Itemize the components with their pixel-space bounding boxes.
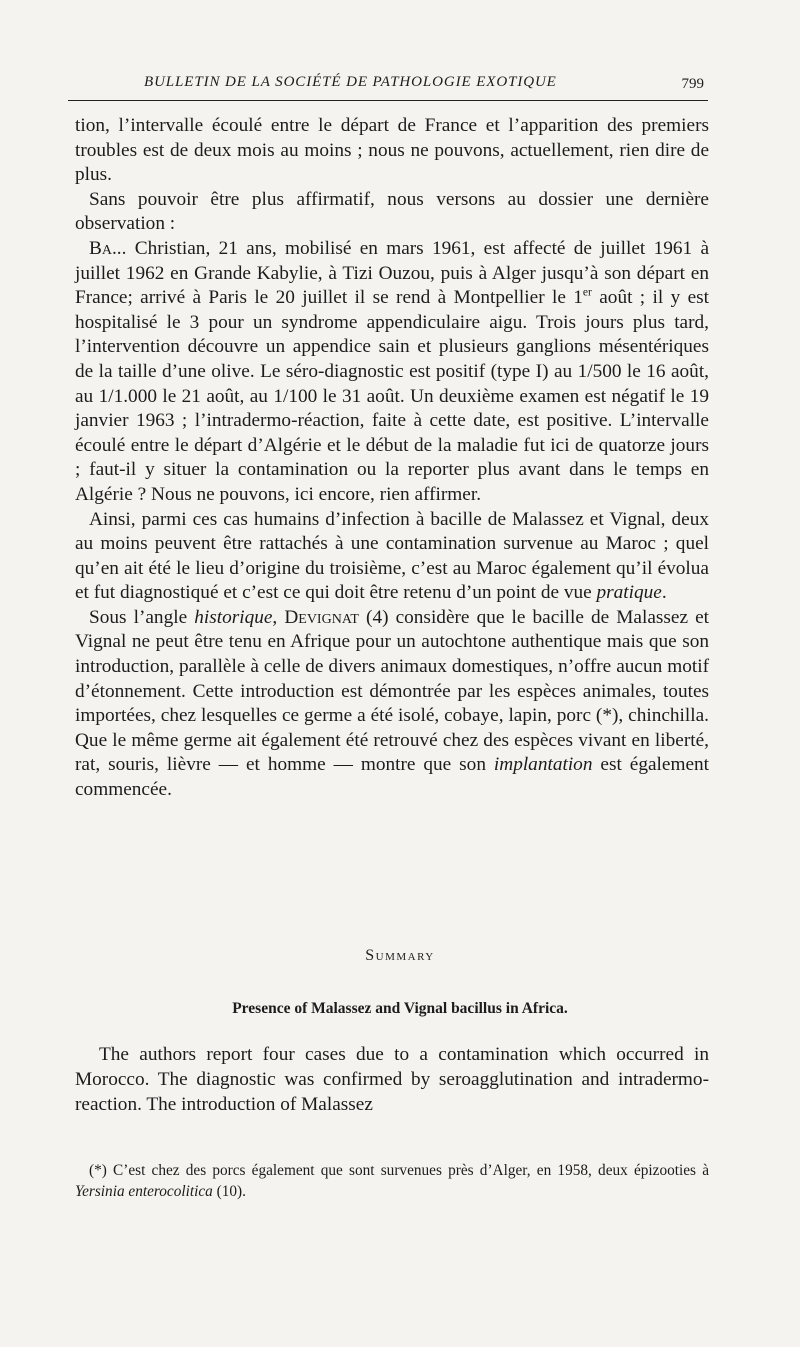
observation-text-part-a: ... Christian, 21 ans, mobilisé en mars 1961, est affecté de juillet 1961 à juillet 1962 en Grande Kabylie, à Tizi Ouzou, puis à Alger jusqu’à son départ en France; arrivé à Paris le 20 juillet il se rend à Montpellier le 1 <box>75 237 709 309</box>
emphasis-historique: historique <box>194 606 273 628</box>
body-text <box>75 114 709 803</box>
page-number: 799 <box>681 76 704 92</box>
paragraph-3-observation <box>75 237 709 508</box>
footnote-species: Yersinia enterocolitica <box>75 1183 213 1200</box>
footnote-text-start: (*) C’est chez des porcs également que sont survenues près d’Alger, en 1958, deux épizooties à <box>89 1162 709 1179</box>
observation-text-part-b: août ; il y est hospitalisé le 3 pour un syndrome appendiculaire aigu. Trois jours plus tard, l’intervention découvre un appendice sain et plusieurs ganglions mésentériques de la taille d’une olive. Le séro-diagnostic est positif (type I) au 1/500 le 16 août, au 1/1.000 le 21 août, au 1/100 le 31 août. Un deuxième examen est négatif le 19 janvier 1963 ; l’intradermo-réaction, faite à cette date, est positive. L’intervalle écoulé entre le départ d’Algérie et le début de la maladie fut ici de quatorze jours ; faut-il y situer la contamination ou la reporter plus avant dans le temps en Algérie ? Nous ne pouvons, ici encore, rien affirmer. <box>75 287 709 505</box>
paragraph-5-end: est également commencée. <box>75 754 709 801</box>
emphasis-implantation: implantation <box>493 754 593 776</box>
emphasis-pratique: pratique <box>596 582 662 604</box>
footnote-text-end: (10). <box>212 1183 246 1200</box>
footnote <box>75 1160 709 1202</box>
ordinal-superscript: er <box>582 285 592 299</box>
paragraph-1: tion, l’intervalle écoulé entre le départ de France et l’apparition des premiers troubles est de deux mois au moins ; nous ne pouvons, actuellement, rien dire de plus. <box>75 115 709 186</box>
paragraph-4-end: . <box>661 582 667 604</box>
summary-paragraph: The authors report four cases due to a contamination which occurred in Morocco. The diagnostic was confirmed by seroagglutination and intradermo-reaction. The introduction of Malassez <box>75 1044 709 1115</box>
summary-heading: Summary <box>365 947 435 964</box>
summary-title: Presence of Malassez and Vignal bacillus in Africa. <box>232 1000 568 1017</box>
author-name: Devignat <box>284 606 359 628</box>
paragraph-2: Sans pouvoir être plus affirmatif, nous versons au dossier une dernière observation : <box>75 188 709 235</box>
summary-text <box>75 1042 709 1117</box>
paragraph-5-comma: , <box>272 606 285 628</box>
paragraph-5-text: (4) considère que le bacille de Malassez et Vignal ne peut être tenu en Afrique pour un autochtone authentique mais que son introduction, parallèle à celle de divers animaux domestiques, n’offre aucun motif d’étonnement. Cette introduction est démontrée par les espèces animales, toutes importées, chez lesquelles ce germe a été isolé, cobaye, lapin, porc (*), chinchilla. Que le même germe ait également été retrouvé chez des espèces vivant en liberté, rat, souris, lièvre — et homme — montre que son <box>75 606 709 776</box>
running-title: BULLETIN DE LA SOCIÉTÉ DE PATHOLOGIE EXOTIQUE <box>144 74 557 90</box>
running-header <box>68 70 708 101</box>
paragraph-5 <box>75 606 709 803</box>
patient-name: Ba <box>89 237 112 259</box>
paragraph-4-text: Ainsi, parmi ces cas humains d’infection à bacille de Malassez et Vignal, deux au moins peuvent être rattachés à une contamination survenue au Maroc ; quel qu’en ait été le lieu d’origine du troisième, c’est au Maroc également qu’il évolua et fut diagnostiqué et c’est ce qui doit être retenu d’un point de vue <box>75 508 709 604</box>
footnote-text <box>75 1160 709 1202</box>
paragraph-4 <box>75 508 709 606</box>
paragraph-5-start: Sous l’angle <box>89 606 195 628</box>
